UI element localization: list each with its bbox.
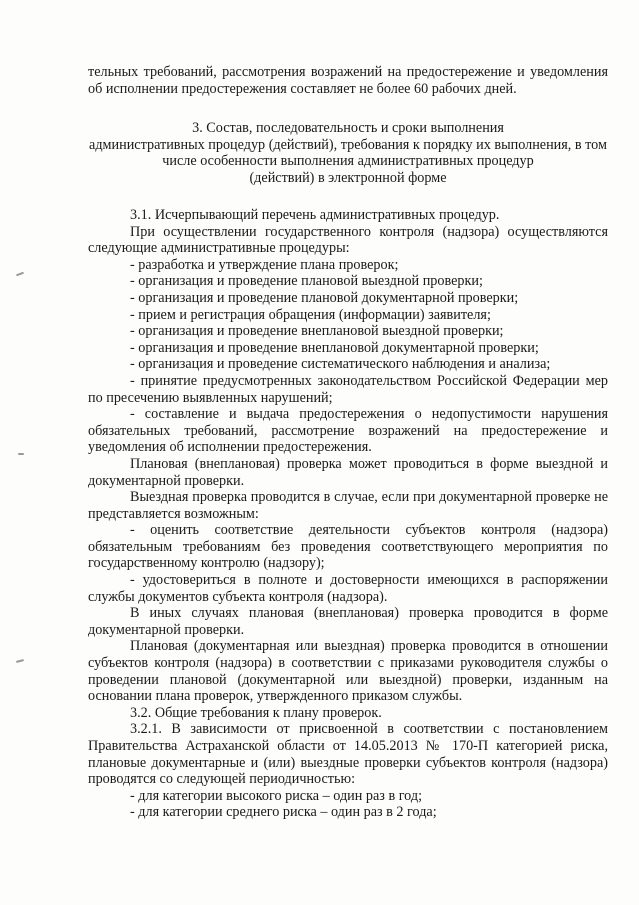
- list-item: - разработка и утверждение плана проверок;: [130, 256, 399, 273]
- subsection-title: 3.2. Общие требования к плану проверок.: [130, 704, 382, 721]
- paragraph: В иных случаях плановая (внеплановая) проверка проводится в форме документарной проверки.: [88, 605, 608, 638]
- scan-artifact: [18, 453, 24, 455]
- list-item: - организация и проведение систематического наблюдения и анализа;: [130, 356, 551, 373]
- paragraph: тельных требований, рассмотрения возражений на предостережение и уведомления об исполнении предостережения составляет не более 60 рабочих дней.: [88, 64, 608, 97]
- list-item: - принятие предусмотренных законодательством Российской Федерации мер по пресечению выявленных нарушений;: [88, 372, 608, 406]
- list-item: - организация и проведение плановой выездной проверки;: [130, 273, 483, 290]
- list-item: - удостовериться в полноте и достоверности имеющихся в распоряжении службы документов субъекта контроля (надзора).: [88, 572, 608, 605]
- paragraph: 3.2.1. В зависимости от присвоенной в соответствии с постановлением Правительства Астраханской области от 14.05.2013 № 170-П категорией риска, плановые документарные и (или) выездные проверки субъектов контроля (надзора) проводятся со следующей периодичностью:: [88, 721, 608, 788]
- paragraph: При осуществлении государственного контроля (надзора) осуществляются следующие административные процедуры:: [88, 223, 608, 257]
- paragraph: Выездная проверка проводится в случае, если при документарной проверке не представляется возможным:: [88, 489, 608, 522]
- paragraph: Плановая (внеплановая) проверка может проводиться в форме выездной и документарной проверки.: [88, 455, 608, 489]
- list-item: - организация и проведение внеплановой документарной проверки;: [130, 339, 539, 356]
- body-block: [88, 207, 608, 821]
- scan-artifact: [16, 659, 24, 663]
- list-item: - для категории среднего риска – один раз в 2 года;: [130, 804, 437, 821]
- list-item: - оценить соответствие деятельности субъектов контроля (надзора) обязательным требованиям без проведения соответствующего мероприятия по государственному контролю (надзору);: [88, 522, 608, 572]
- list-item: - для категории высокого риска – один раз в год;: [130, 787, 423, 804]
- section-heading: 3. Состав, последовательность и сроки выполнения административных процедур (действий), требования к порядку их выполнения, в том числе особенности выполнения административных процедур (действий) в электронной форме: [89, 120, 607, 186]
- continuation-block: [88, 64, 608, 97]
- paragraph: Плановая (документарная или выездная) проверка проводится в отношении субъектов контроля (надзора) в соответствии с приказами руководителя службы о проведении плановой (документарной или выездной) проверки, изданным на основании плана проверок, утвержденного приказом службы.: [88, 638, 608, 705]
- list-item: - прием и регистрация обращения (информации) заявителя;: [130, 306, 491, 323]
- paragraph: 3.1. Исчерпывающий перечень административных процедур.: [130, 207, 500, 223]
- list-item: - составление и выдача предостережения о недопустимости нарушения обязательных требований, рассмотрение возражений на предостережение и уведомления об исполнении предостережения.: [88, 406, 608, 456]
- list-item: - организация и проведение плановой документарной проверки;: [130, 289, 519, 306]
- list-item: - организация и проведение внеплановой выездной проверки;: [130, 323, 504, 340]
- scan-artifact: [16, 272, 24, 277]
